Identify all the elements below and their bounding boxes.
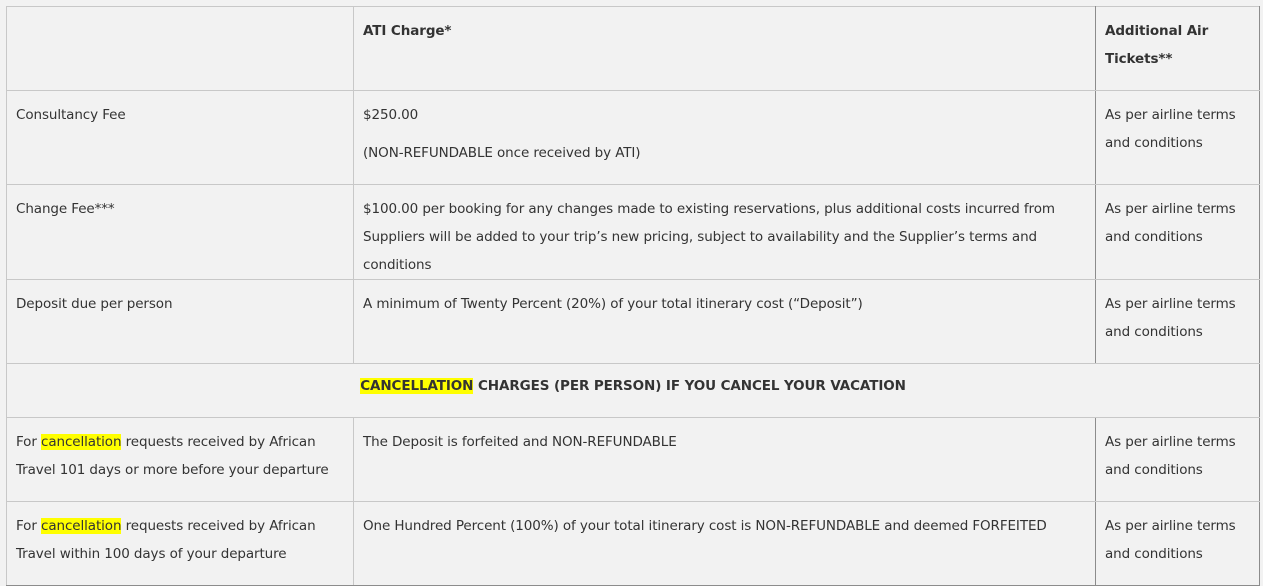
- row-air-consultancy-fee: As per airline terms and conditions: [1096, 91, 1260, 185]
- cancellation-heading-row: [7, 364, 1260, 418]
- row-air-cancel-101-days: As per airline terms and conditions: [1096, 418, 1260, 502]
- row-air-deposit: As per airline terms and conditions: [1096, 280, 1260, 364]
- row-charge-consultancy-fee: [354, 91, 1096, 185]
- search-highlight: cancellation: [41, 434, 122, 450]
- label-rest: requests received by African Travel 101 days or more before your departure: [16, 434, 329, 478]
- search-highlight: cancellation: [41, 518, 122, 534]
- label-prefix: For: [16, 434, 41, 450]
- cancellation-heading-text: CHARGES (PER PERSON) IF YOU CANCEL YOUR VACATION: [473, 378, 906, 394]
- row-label-change-fee: Change Fee***: [7, 185, 354, 280]
- table-header-row: [7, 7, 1260, 91]
- row-air-change-fee: As per airline terms and conditions: [1096, 185, 1260, 280]
- row-charge-deposit: A minimum of Twenty Percent (20%) of your total itinerary cost (“Deposit”): [354, 280, 1096, 364]
- label-prefix: For: [16, 518, 41, 534]
- row-label-cancel-100-days: [7, 502, 354, 586]
- table-row: [7, 280, 1260, 364]
- table-row: [7, 91, 1260, 185]
- row-label-deposit: Deposit due per person: [7, 280, 354, 364]
- table-row: [7, 418, 1260, 502]
- table-row: [7, 502, 1260, 586]
- charge-note: (NON-REFUNDABLE once received by ATI): [363, 145, 641, 161]
- cancellation-heading: [7, 364, 1260, 418]
- header-additional-air-tickets: Additional Air Tickets**: [1096, 7, 1260, 91]
- search-highlight: CANCELLATION: [360, 378, 474, 394]
- header-ati-charge: ATI Charge*: [354, 7, 1096, 91]
- charge-amount: $250.00: [363, 107, 419, 123]
- row-air-cancel-100-days: As per airline terms and conditions: [1096, 502, 1260, 586]
- row-charge-cancel-100-days: One Hundred Percent (100%) of your total itinerary cost is NON-REFUNDABLE and deemed FORFEITED: [354, 502, 1096, 586]
- table-row: [7, 185, 1260, 280]
- row-label-cancel-101-days: [7, 418, 354, 502]
- label-rest: requests received by African Travel within 100 days of your departure: [16, 518, 316, 562]
- row-label-consultancy-fee: Consultancy Fee: [7, 91, 354, 185]
- row-charge-cancel-101-days: The Deposit is forfeited and NON-REFUNDABLE: [354, 418, 1096, 502]
- fees-table: [6, 6, 1260, 586]
- header-cell-empty: [7, 7, 354, 91]
- row-charge-change-fee: $100.00 per booking for any changes made to existing reservations, plus additional costs incurred from Suppliers will be added to your trip’s new pricing, subject to availability and the Supplier’s terms and conditions: [354, 185, 1096, 280]
